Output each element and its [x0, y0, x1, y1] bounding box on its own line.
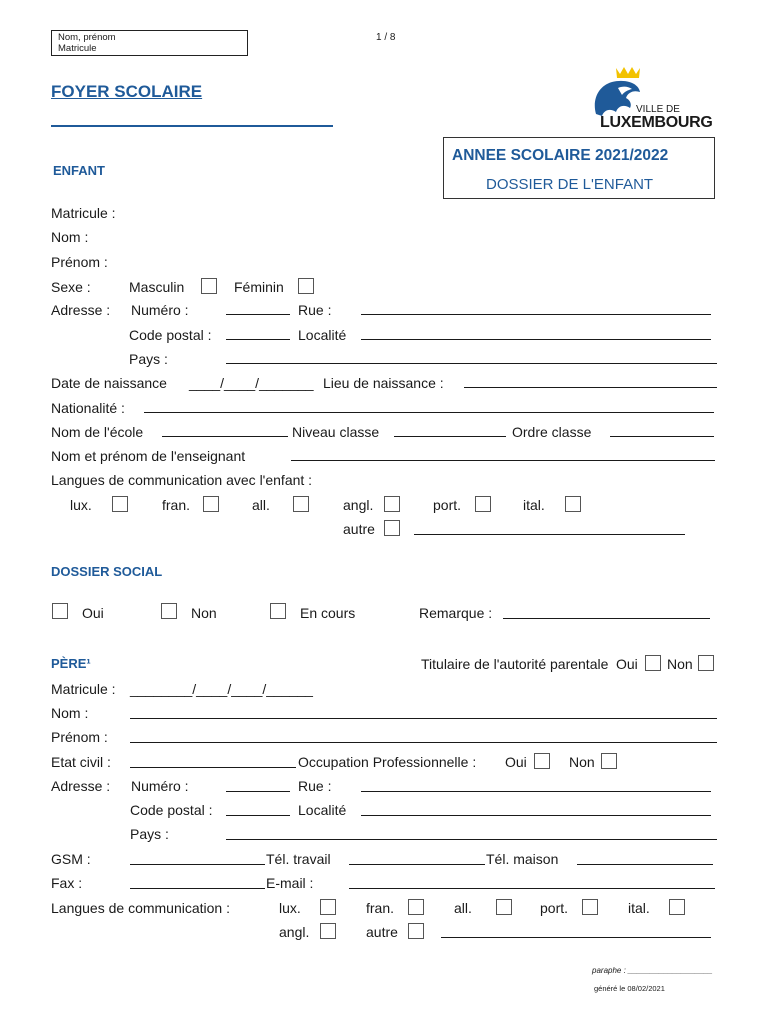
feminin-checkbox[interactable]: [298, 278, 314, 294]
pere-fax-line[interactable]: [130, 888, 265, 889]
titulaire-label: Titulaire de l'autorité parentale: [421, 656, 609, 672]
enfant-code-postal-label: Code postal :: [129, 327, 212, 343]
pere-nom-label: Nom :: [51, 705, 89, 721]
pere-lang-autre-label: autre: [366, 924, 398, 940]
logo-big-text: LUXEMBOURG: [600, 114, 713, 131]
pere-pays-line[interactable]: [226, 839, 717, 840]
pere-gsm-line[interactable]: [130, 864, 265, 865]
enfant-pays-label: Pays :: [129, 351, 168, 367]
pere-lang-port-label: port.: [540, 900, 569, 916]
enfant-pays-line[interactable]: [226, 363, 717, 364]
dossier-title: DOSSIER DE L'ENFANT: [486, 176, 654, 193]
page-number: 1 / 8: [376, 32, 396, 43]
social-oui-checkbox[interactable]: [52, 603, 68, 619]
enfant-lang-fran-label: fran.: [162, 497, 191, 513]
pere-gsm-label: GSM :: [51, 851, 91, 867]
pere-lang-fran-label: fran.: [366, 900, 395, 916]
pere-lang-autre-line[interactable]: [441, 937, 711, 938]
titulaire-oui-label: Oui: [616, 656, 638, 672]
enfant-lang-ital-label: ital.: [523, 497, 545, 513]
langues-enfant-label: Langues de communication avec l'enfant :: [51, 472, 313, 488]
pere-lang-ital-label: ital.: [628, 900, 650, 916]
logo: [588, 64, 718, 134]
enfant-lang-ital-checkbox[interactable]: [565, 496, 581, 512]
pere-lang-angl-label: angl.: [279, 924, 310, 940]
pere-lang-port-checkbox[interactable]: [582, 899, 598, 915]
enfant-sexe-label: Sexe :: [51, 279, 91, 295]
page-title: FOYER SCOLAIRE: [51, 82, 203, 101]
pere-code-postal-label: Code postal :: [130, 802, 213, 818]
enfant-lang-all-label: all.: [252, 497, 270, 513]
pere-occupation-non-label: Non: [569, 754, 595, 770]
id-box: [51, 30, 248, 56]
pere-occupation-oui-checkbox[interactable]: [534, 753, 550, 769]
enfant-prenom-label: Prénom :: [51, 254, 108, 270]
pere-nom-line[interactable]: [130, 718, 717, 719]
pere-lang-all-checkbox[interactable]: [496, 899, 512, 915]
pere-lang-ital-checkbox[interactable]: [669, 899, 685, 915]
title-rule: [51, 125, 333, 127]
pere-tel-maison-line[interactable]: [577, 864, 713, 865]
enfant-lang-angl-label: angl.: [343, 497, 374, 513]
pere-matricule-label: Matricule :: [51, 681, 116, 697]
ecole-line[interactable]: [162, 436, 288, 437]
pere-tel-travail-label: Tél. travail: [266, 851, 331, 867]
enfant-lang-angl-checkbox[interactable]: [384, 496, 400, 512]
lieu-naissance-label: Lieu de naissance :: [323, 375, 444, 391]
enfant-lang-fran-checkbox[interactable]: [203, 496, 219, 512]
social-en-cours-checkbox[interactable]: [270, 603, 286, 619]
enfant-lang-lux-checkbox[interactable]: [112, 496, 128, 512]
enfant-code-postal-line[interactable]: [226, 339, 290, 340]
pere-lang-fran-checkbox[interactable]: [408, 899, 424, 915]
school-year-box: [443, 137, 715, 199]
enfant-lang-autre-line[interactable]: [414, 534, 685, 535]
pere-numero-label: Numéro :: [131, 778, 189, 794]
pere-rue-line[interactable]: [361, 791, 711, 792]
enfant-lang-autre-checkbox[interactable]: [384, 520, 400, 536]
pere-lang-lux-checkbox[interactable]: [320, 899, 336, 915]
enfant-lang-port-label: port.: [433, 497, 462, 513]
enfant-lang-autre-label: autre: [343, 521, 375, 537]
generated-date: généré le 08/02/2021: [594, 984, 665, 993]
enfant-lang-lux-label: lux.: [70, 497, 92, 513]
enseignant-label: Nom et prénom de l'enseignant: [51, 448, 246, 464]
enfant-lang-port-checkbox[interactable]: [475, 496, 491, 512]
social-oui-label: Oui: [82, 605, 104, 621]
pere-lang-autre-checkbox[interactable]: [408, 923, 424, 939]
pere-prenom-label: Prénom :: [51, 729, 108, 745]
social-non-label: Non: [191, 605, 217, 621]
enfant-localite-line[interactable]: [361, 339, 711, 340]
school-year: ANNEE SCOLAIRE 2021/2022: [452, 147, 669, 164]
social-non-checkbox[interactable]: [161, 603, 177, 619]
nationalite-line[interactable]: [144, 412, 714, 413]
enfant-rue-label: Rue :: [298, 302, 332, 318]
ecole-label: Nom de l'école: [51, 424, 144, 440]
pere-code-postal-line[interactable]: [226, 815, 290, 816]
enfant-numero-line[interactable]: [226, 314, 290, 315]
niveau-label: Niveau classe: [292, 424, 380, 440]
date-naissance-field[interactable]: ____/____/_______: [189, 375, 314, 391]
pere-numero-line[interactable]: [226, 791, 290, 792]
pere-etat-civil-line[interactable]: [130, 767, 296, 768]
titulaire-non-label: Non: [667, 656, 693, 672]
pere-rue-label: Rue :: [298, 778, 332, 794]
social-en-cours-label: En cours: [300, 605, 356, 621]
id-box-name-label: Nom, prénom: [58, 32, 116, 43]
enfant-lang-all-checkbox[interactable]: [293, 496, 309, 512]
date-naissance-label: Date de naissance: [51, 375, 167, 391]
masculin-checkbox[interactable]: [201, 278, 217, 294]
enfant-matricule-label: Matricule :: [51, 205, 116, 221]
pere-occupation-non-checkbox[interactable]: [601, 753, 617, 769]
nationalite-label: Nationalité :: [51, 400, 125, 416]
pere-adresse-label: Adresse :: [51, 778, 111, 794]
pere-localite-line[interactable]: [361, 815, 711, 816]
section-dossier-social: DOSSIER SOCIAL: [51, 564, 163, 579]
lieu-naissance-line[interactable]: [464, 387, 717, 388]
titulaire-non-checkbox[interactable]: [698, 655, 714, 671]
pere-fax-label: Fax :: [51, 875, 83, 891]
titulaire-oui-checkbox[interactable]: [645, 655, 661, 671]
pere-localite-label: Localité: [298, 802, 347, 818]
logo-small-text: VILLE DE: [636, 104, 680, 115]
pere-tel-travail-line[interactable]: [349, 864, 485, 865]
pere-lang-lux-label: lux.: [279, 900, 301, 916]
enfant-localite-label: Localité: [298, 327, 347, 343]
ordre-line[interactable]: [610, 436, 714, 437]
pere-occupation-label: Occupation Professionnelle :: [298, 754, 477, 770]
niveau-line[interactable]: [394, 436, 506, 437]
pere-langues-label: Langues de communication :: [51, 900, 230, 916]
feminin-label: Féminin: [234, 279, 284, 295]
enfant-adresse-label: Adresse :: [51, 302, 111, 318]
ordre-label: Ordre classe: [512, 424, 592, 440]
social-remarque-line[interactable]: [503, 618, 710, 619]
pere-email-line[interactable]: [349, 888, 715, 889]
pere-occupation-oui-label: Oui: [505, 754, 527, 770]
pere-pays-label: Pays :: [130, 826, 169, 842]
enfant-numero-label: Numéro :: [131, 302, 189, 318]
pere-etat-civil-label: Etat civil :: [51, 754, 111, 770]
pere-prenom-line[interactable]: [130, 742, 717, 743]
paraphe: paraphe : ___________________: [592, 966, 713, 975]
id-box-matricule-label: Matricule: [58, 43, 97, 54]
pere-lang-angl-checkbox[interactable]: [320, 923, 336, 939]
masculin-label: Masculin: [129, 279, 185, 295]
enfant-rue-line[interactable]: [361, 314, 711, 315]
pere-email-label: E-mail :: [266, 875, 314, 891]
section-enfant: ENFANT: [53, 163, 105, 178]
social-remarque-label: Remarque :: [419, 605, 493, 621]
section-pere: PÈRE¹: [51, 656, 91, 671]
pere-tel-maison-label: Tél. maison: [486, 851, 559, 867]
enseignant-line[interactable]: [291, 460, 715, 461]
enfant-nom-label: Nom :: [51, 229, 89, 245]
pere-lang-all-label: all.: [454, 900, 472, 916]
pere-matricule-field[interactable]: ________/____/____/______: [130, 681, 313, 697]
